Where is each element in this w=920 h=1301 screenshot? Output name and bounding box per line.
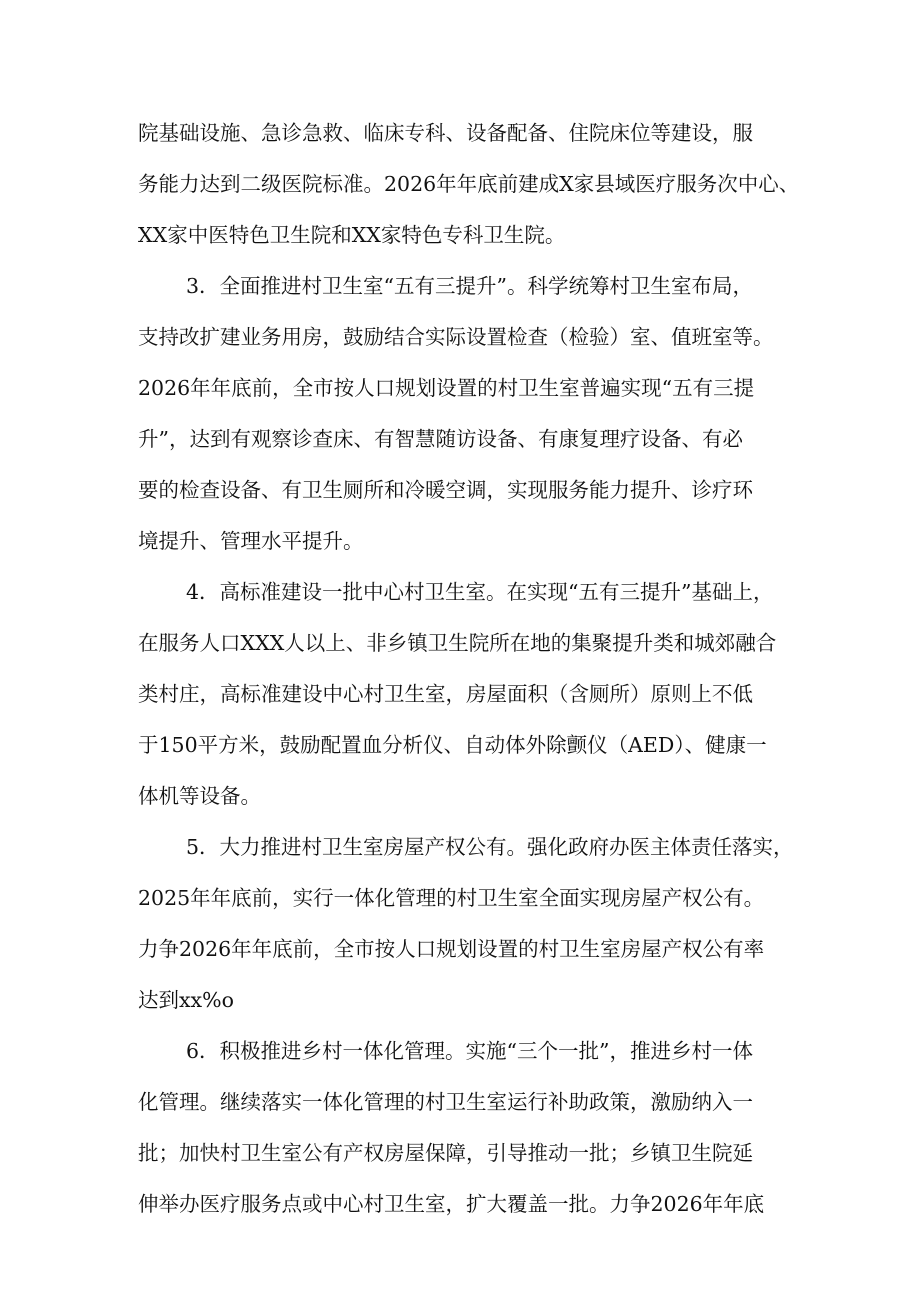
- text-line: 类村庄，高标准建设中心村卫生室，房屋面积（含厕所）原则上不低: [138, 682, 753, 706]
- text-line: XX家中医特色卫生院和XX家特色专科卫生院。: [138, 223, 566, 247]
- paragraph-6: [138, 1026, 803, 1230]
- text-line: 3．全面推进村卫生室“五有三提升”。科学统筹村卫生室布局，: [186, 274, 754, 298]
- text-line: 批；加快村卫生室公有产权房屋保障，引导推动一批；乡镇卫生院延: [138, 1141, 753, 1165]
- paragraph-3: [138, 261, 803, 567]
- text-line: 体机等设备。: [138, 784, 261, 808]
- text-line: 4．高标准建设一批中心村卫生室。在实现“五有三提升”基础上，: [186, 580, 774, 604]
- paragraph-4: [138, 567, 803, 822]
- paragraph-5: [138, 822, 803, 1026]
- text-line: 务能力达到二级医院标准。2026年年底前建成X家县域医疗服务次中心、: [138, 172, 800, 196]
- text-line: 力争2026年年底前，全市按人口规划设置的村卫生室房屋产权公有率: [138, 937, 765, 961]
- text-line: 伸举办医疗服务点或中心村卫生室，扩大覆盖一批。力争2026年年底: [138, 1192, 765, 1216]
- text-line: 院基础设施、急诊急救、临床专科、设备配备、住院床位等建设，服: [138, 121, 753, 145]
- text-line: 于150平方米，鼓励配置血分析仪、自动体外除颤仪（AED）、健康一: [138, 733, 767, 757]
- text-line: 在服务人口XXX人以上、非乡镇卫生院所在地的集聚提升类和城郊融合: [138, 631, 777, 655]
- text-line: 2025年年底前，实行一体化管理的村卫生室全面实现房屋产权公有。: [138, 886, 765, 910]
- text-line: 境提升、管理水平提升。: [138, 529, 364, 553]
- paragraph-1: [138, 108, 803, 261]
- text-line: 6．积极推进乡村一体化管理。实施“三个一批”，推进乡村一体: [186, 1039, 754, 1063]
- text-line: 达到xx%o: [138, 988, 234, 1012]
- text-line: 升”，达到有观察诊查床、有智慧随访设备、有康复理疗设备、有必: [138, 427, 743, 451]
- text-line: 化管理。继续落实一体化管理的村卫生室运行补助政策，激励纳入一: [138, 1090, 753, 1114]
- text-line: 5．大力推进村卫生室房屋产权公有。强化政府办医主体责任落实，: [186, 835, 794, 859]
- text-line: 支持改扩建业务用房，鼓励结合实际设置检查（检验）室、值班室等。: [138, 325, 774, 349]
- text-line: 要的检查设备、有卫生厕所和冷暖空调，实现服务能力提升、诊疗环: [138, 478, 753, 502]
- text-line: 2026年年底前，全市按人口规划设置的村卫生室普遍实现“五有三提: [138, 376, 755, 400]
